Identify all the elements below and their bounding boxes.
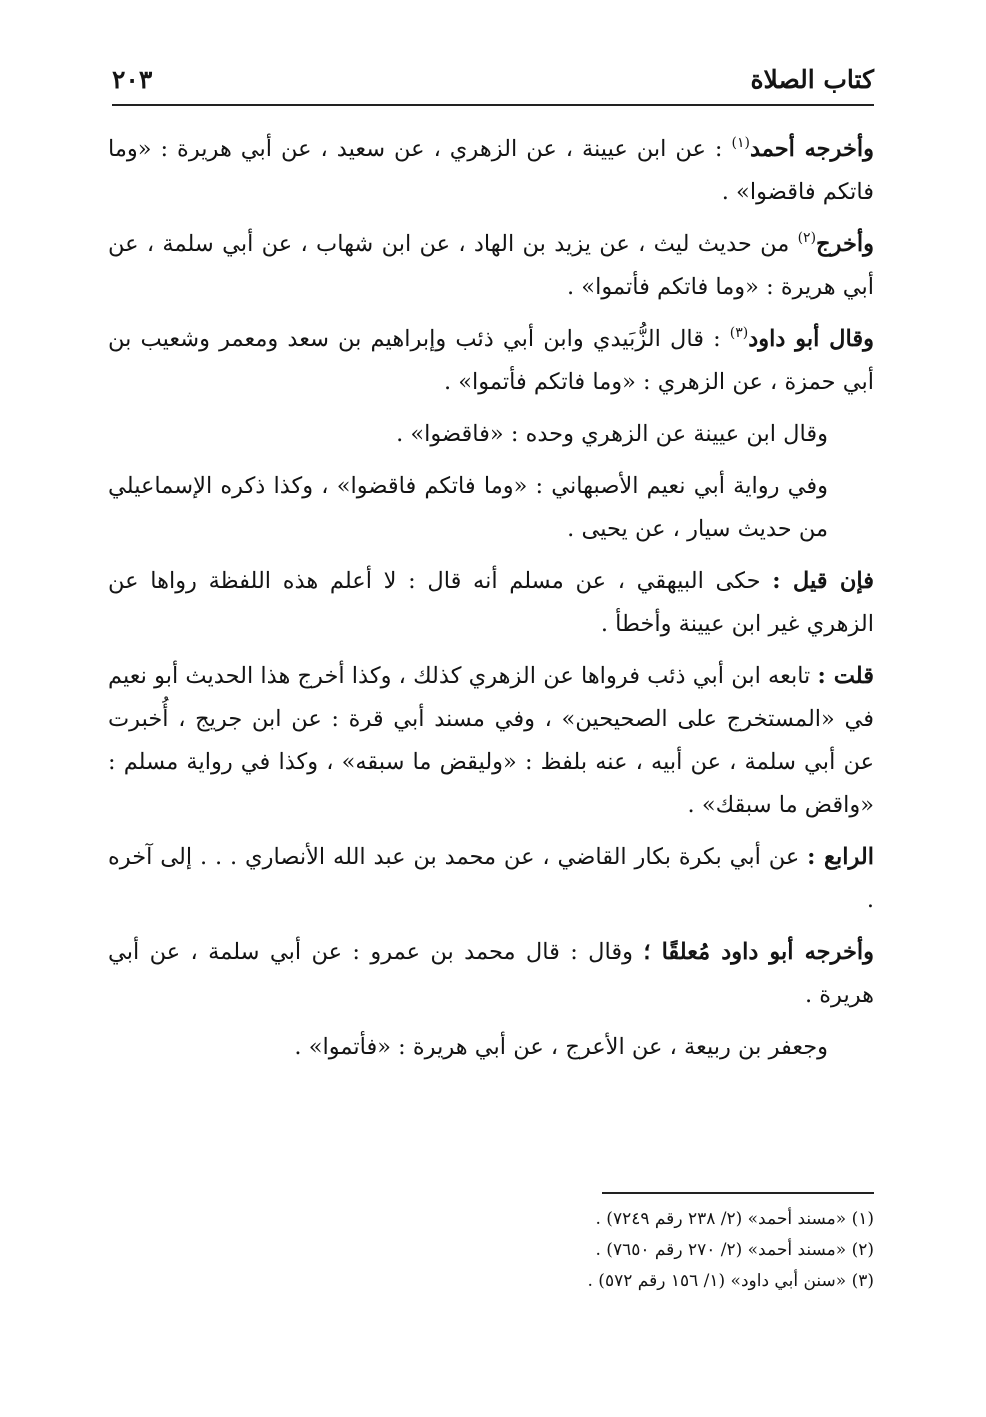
paragraph (108, 560, 874, 646)
page-number: ٢٠٣ (112, 65, 153, 94)
footnotes (108, 1204, 874, 1297)
paragraph-lead: وقال أبو داود (748, 326, 874, 352)
footnote: (٣) «سنن أبي داود» (١/ ١٥٦ رقم ٥٧٢) . (587, 1271, 874, 1291)
running-header (112, 60, 874, 108)
paragraph-text: : عن ابن عيينة ، عن الزهري ، عن سعيد ، عن أبي هريرة : «وما فاتكم فاقضوا» . (108, 136, 874, 205)
paragraph-lead: فإن قيل : (772, 568, 874, 594)
paragraph (108, 223, 874, 309)
paragraph-lead: وأخرج (816, 231, 874, 257)
paragraph (108, 413, 874, 456)
footnote-marker: (١) (731, 135, 750, 151)
paragraph (108, 836, 874, 922)
paragraph-text: : قال الزُّبَيدي وابن أبي ذئب وإبراهيم بن سعد ومعمر وشعيب بن أبي حمزة ، عن الزهري : «وما فاتكم فأتموا» . (108, 326, 874, 395)
footnote-marker: (٢) (797, 230, 817, 246)
paragraph-text: وجعفر بن ربيعة ، عن الأعرج ، عن أبي هريرة : «فأتموا» . (294, 1034, 828, 1060)
paragraph (108, 655, 874, 827)
header-rule (112, 104, 874, 106)
paragraph (108, 465, 874, 551)
chapter-title: كتاب الصلاة (750, 65, 874, 94)
paragraph (108, 1026, 874, 1069)
paragraph-text: من حديث ليث ، عن يزيد بن الهاد ، عن ابن شهاب ، عن أبي سلمة ، عن أبي هريرة : «وما فاتكم فأتموا» . (108, 231, 874, 300)
paragraph-text: حكى البيهقي ، عن مسلم أنه قال : لا أعلم هذه اللفظة رواها عن الزهري غير ابن عيينة وأخطأ . (108, 568, 874, 637)
paragraph (108, 318, 874, 404)
paragraph-lead: الرابع : (807, 844, 874, 870)
paragraph-lead: وأخرجه أبو داود مُعلقًا ؛ (643, 939, 874, 965)
paragraph (108, 128, 874, 214)
paragraph-text: وفي رواية أبي نعيم الأصبهاني : «وما فاتكم فاقضوا» ، وكذا ذكره الإسماعيلي من حديث سيار ، عن يحيى . (108, 473, 828, 542)
paragraph-text: عن أبي بكرة بكار القاضي ، عن محمد بن عبد الله الأنصاري . . . إلى آخره . (108, 844, 874, 913)
paragraph-text: وقال : قال محمد بن عمرو : عن أبي سلمة ، عن أبي هريرة . (108, 939, 874, 1008)
main-text (108, 128, 874, 1078)
footnote-separator (602, 1192, 874, 1194)
footnote: (١) «مسند أحمد» (٢/ ٢٣٨ رقم ٧٢٤٩) . (595, 1209, 874, 1229)
paragraph (108, 931, 874, 1017)
paragraph-text: تابعه ابن أبي ذئب فرواها عن الزهري كذلك ، وكذا أخرج هذا الحديث أبو نعيم في «المستخرج على الصحيحين» ، وفي مسند أبي قرة : عن ابن جريج ، أُخبرت عن أبي سلمة ، عن أبيه ، عنه بلفظ : «وليقض ما سبقه» ، وكذا في رواية مسلم : «واقض ما سبقك» . (108, 663, 874, 818)
footnote-marker: (٣) (729, 325, 749, 341)
paragraph-text: وقال ابن عيينة عن الزهري وحده : «فاقضوا» . (396, 421, 828, 447)
paragraph-lead: قلت : (817, 663, 874, 689)
footnote: (٢) «مسند أحمد» (٢/ ٢٧٠ رقم ٧٦٥٠) . (595, 1240, 874, 1260)
paragraph-lead: وأخرجه أحمد (749, 136, 874, 162)
